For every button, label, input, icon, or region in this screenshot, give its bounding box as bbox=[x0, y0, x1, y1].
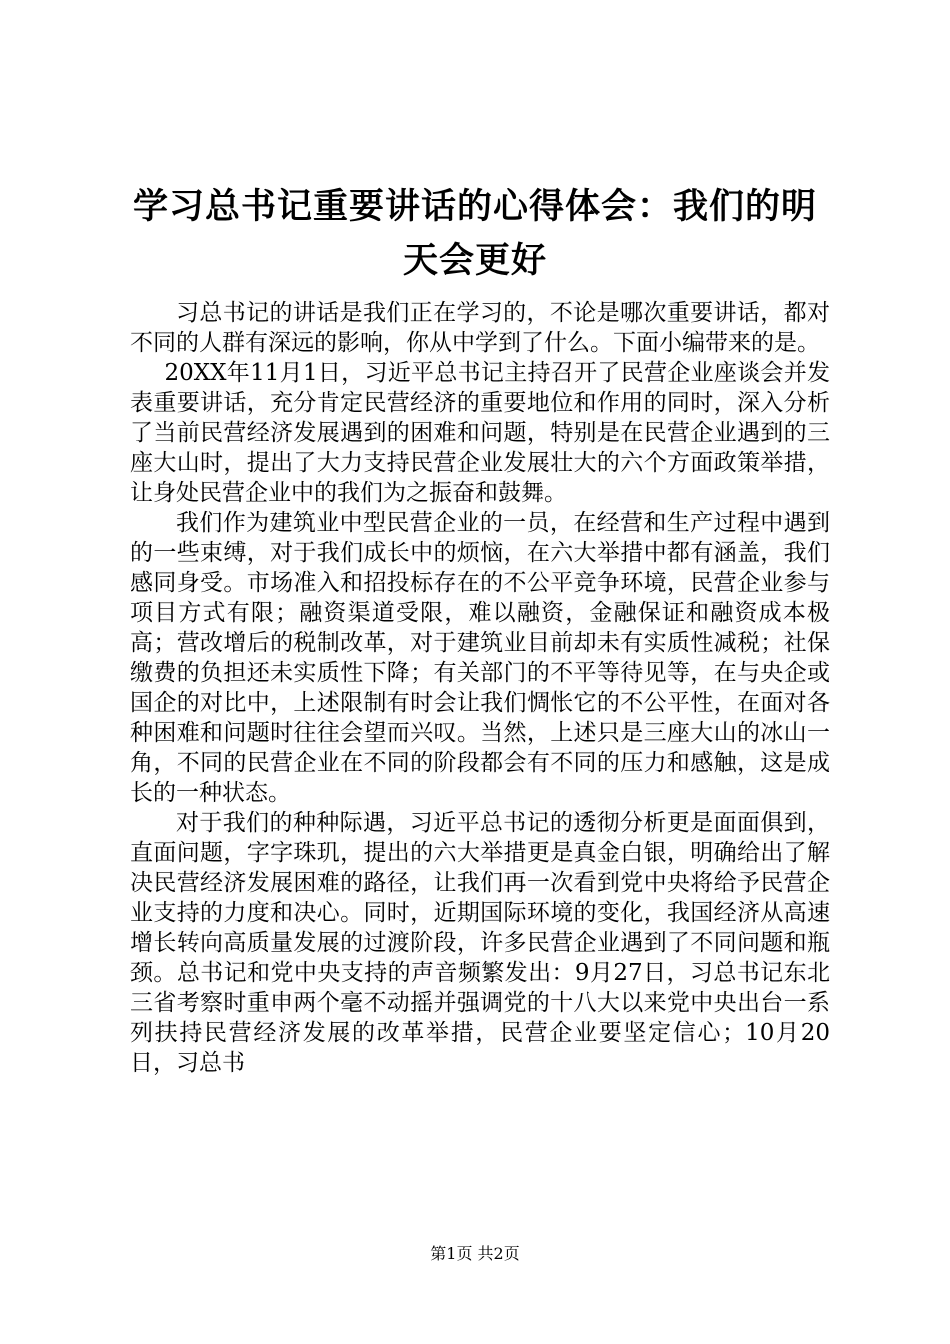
paragraph-measures: 对于我们的种种际遇，习近平总书记的透彻分析更是面面俱到，直面问题，字字珠玑，提出的六大举措更是真金白银，明确给出了解决民营经济发展困难的路径，让我们再一次看到党中央将给予民营企业支持的力度和决心。同时，近期国际环境的变化，我国经济从高速增长转向高质量发展的过渡阶段，许多民营企业遇到了不同问题和瓶颈。总书记和党中央支持的声音频繁发出：9月27日，习总书记东北三省考察时重申两个毫不动摇并强调党的十八大以来党中央出台一系列扶持民营经济发展的改革举措，民营企业要坚定信心；10月20日，习总书 bbox=[130, 810, 830, 1076]
paragraph-intro: 习总书记的讲话是我们正在学习的，不论是哪次重要讲话，都对不同的人群有深远的影响，你从中学到了什么。下面小编带来的是。 bbox=[130, 300, 830, 356]
document-body bbox=[130, 298, 830, 1078]
page-number-footer: 第1页 共2页 bbox=[430, 1244, 520, 1263]
paragraph-meeting: 20XX年11月1日，习近平总书记主持召开了民营企业座谈会并发表重要讲话，充分肯定民营经济的重要地位和作用的同时，深入分析了当前民营经济发展遇到的困难和问题，特别是在民营企业遇到的三座大山时，提出了大力支持民营企业发展壮大的六个方面政策举措，让身处民营企业中的我们为之振奋和鼓舞。 bbox=[130, 360, 830, 506]
document-title: 学习总书记重要讲话的心得体会：我们的明天会更好 bbox=[132, 187, 817, 281]
paragraph-challenges: 我们作为建筑业中型民营企业的一员，在经营和生产过程中遇到的一些束缚，对于我们成长中的烦恼，在六大举措中都有涵盖，我们感同身受。市场准入和招投标存在的不公平竞争环境，民营企业参与项目方式有限；融资渠道受限，难以融资，金融保证和融资成本极高；营改增后的税制改革，对于建筑业目前却未有实质性减税；社保缴费的负担还未实质性下降；有关部门的不平等待见等，在与央企或国企的对比中，上述限制有时会让我们惆怅它的不公平性，在面对各种困难和问题时往往会望而兴叹。当然，上述只是三座大山的冰山一角，不同的民营企业在不同的阶段都会有不同的压力和感触，这是成长的一种状态。 bbox=[130, 510, 830, 806]
